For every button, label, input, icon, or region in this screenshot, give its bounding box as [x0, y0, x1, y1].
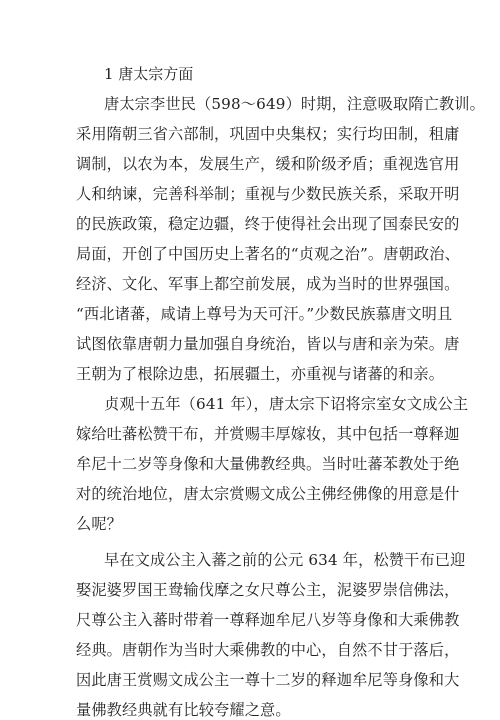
- paragraph-3-line-6: 量佛教经典就有比较夸耀之意。: [76, 701, 291, 719]
- paragraph-1-line-9: 试图依靠唐朝力量加强自身统治，皆以与唐和亲为荣。唐: [76, 335, 460, 353]
- paragraph-1-line-5: 的民族政策，稳定边疆，终于使得社会出现了国泰民安的: [76, 215, 460, 233]
- paragraph-2-line-2: 嫁给吐蕃松赞干布，并赏赐丰厚嫁妆，其中包括一尊释迦: [76, 425, 460, 443]
- paragraph-1-line-10: 王朝为了根除边患，拓展疆土，亦重视与诸蕃的和亲。: [76, 365, 445, 383]
- paragraph-1-line-6: 局面，开创了中国历史上著名的“贞观之治”。唐朝政治、: [76, 245, 460, 263]
- paragraph-1-line-3: 调制，以农为本，发展生产，缓和阶级矛盾；重视选官用: [76, 155, 460, 173]
- paragraph-2-line-1: 贞观十五年（641 年），唐太宗下诏将宗室女文成公主: [104, 395, 469, 413]
- paragraph-2-line-4: 对的统治地位，唐太宗赏赐文成公主佛经佛像的用意是什: [76, 485, 460, 503]
- paragraph-3-line-2: 娶泥婆罗国王鸯输伐摩之女尺尊公主，泥婆罗崇信佛法，: [76, 581, 460, 599]
- section-heading: 1 唐太宗方面: [104, 65, 194, 83]
- paragraph-1-line-2: 采用隋朝三省六部制，巩固中央集权；实行均田制，租庸: [76, 125, 460, 143]
- paragraph-1-line-7: 经济、文化、军事上都空前发展，成为当时的世界强国。: [76, 275, 460, 293]
- paragraph-2-line-5: 么呢？: [76, 515, 123, 533]
- paragraph-3-line-4: 经典。唐朝作为当时大乘佛教的中心，自然不甘于落后，: [76, 641, 460, 659]
- paragraph-1-line-8: “西北诸蕃，咸请上尊号为天可汗。”少数民族慕唐文明且: [76, 305, 453, 323]
- paragraph-3-line-3: 尺尊公主入蕃时带着一尊释迦牟尼八岁等身像和大乘佛教: [76, 611, 460, 629]
- paragraph-2-line-3: 牟尼十二岁等身像和大量佛教经典。当时吐蕃苯教处于绝: [76, 455, 460, 473]
- paragraph-3-line-5: 因此唐王赏赐文成公主一尊十二岁的释迦牟尼等身像和大: [76, 671, 460, 689]
- paragraph-3-line-1: 早在文成公主入蕃之前的公元 634 年，松赞干布已迎: [104, 551, 466, 569]
- paragraph-1-line-4: 人和纳谏，完善科举制；重视与少数民族关系，采取开明: [76, 185, 460, 203]
- paragraph-1-line-1: 唐太宗李世民（598～649）时期，注意吸取隋亡教训。: [104, 95, 485, 113]
